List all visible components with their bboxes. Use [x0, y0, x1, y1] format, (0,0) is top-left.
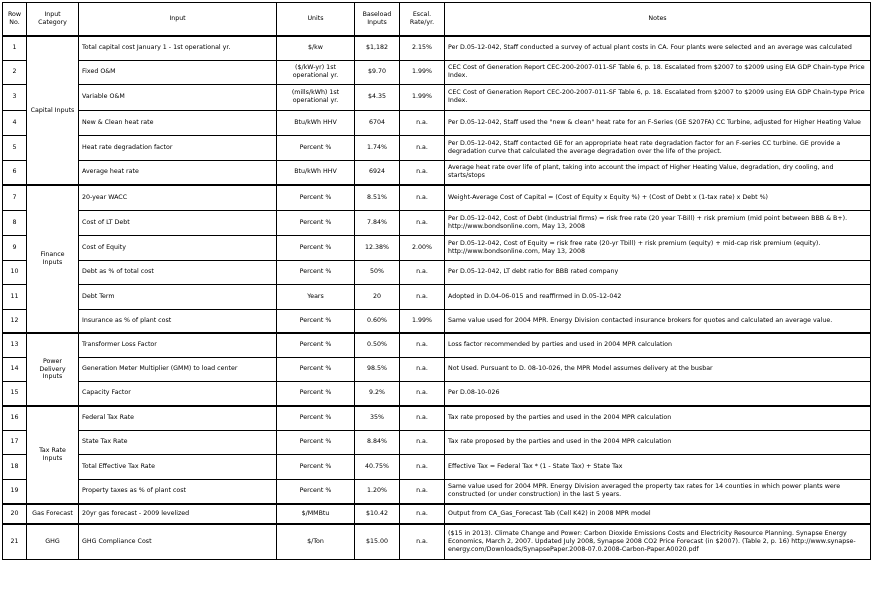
table-row: [3, 406, 871, 430]
table-row: [3, 504, 871, 524]
baseload-value: 6704: [355, 110, 400, 135]
row-number: 19: [3, 479, 27, 504]
input-name: Insurance as % of plant cost: [79, 309, 277, 333]
units-cell: Btu/kWh HHV: [277, 160, 355, 185]
input-name: Capacity Factor: [79, 381, 277, 406]
input-name: 20yr gas forecast - 2009 levelized: [79, 504, 277, 524]
category-gas: Gas Forecast: [27, 504, 79, 524]
escal-rate: n.a.: [400, 381, 445, 406]
units-cell: Percent %: [277, 333, 355, 357]
units-cell: Percent %: [277, 430, 355, 454]
escal-rate: 2.00%: [400, 235, 445, 260]
table-row: [3, 135, 871, 160]
units-cell: $/kw: [277, 36, 355, 60]
baseload-value: $10.42: [355, 504, 400, 524]
category-tax: Tax Rate Inputs: [27, 406, 79, 504]
table-row: [3, 309, 871, 333]
escal-rate: n.a.: [400, 454, 445, 479]
row-number: 8: [3, 210, 27, 235]
baseload-value: 7.84%: [355, 210, 400, 235]
input-name: Total capital cost January 1 - 1st operational yr.: [79, 36, 277, 60]
units-cell: Percent %: [277, 406, 355, 430]
input-name: Variable O&M: [79, 84, 277, 110]
units-cell: Years: [277, 284, 355, 309]
units-cell: Percent %: [277, 381, 355, 406]
units-cell: Percent %: [277, 260, 355, 284]
input-name: Federal Tax Rate: [79, 406, 277, 430]
header-row: [3, 3, 871, 37]
units-cell: Percent %: [277, 357, 355, 381]
table-row: [3, 60, 871, 84]
notes-cell: Weight-Average Cost of Capital = (Cost of Equity x Equity %) + (Cost of Debt x (1-tax rate) x Debt %): [445, 185, 871, 210]
input-name: State Tax Rate: [79, 430, 277, 454]
input-name: 20-year WACC: [79, 185, 277, 210]
escal-rate: n.a.: [400, 160, 445, 185]
table-row: [3, 479, 871, 504]
escal-rate: n.a.: [400, 479, 445, 504]
notes-cell: CEC Cost of Generation Report CEC-200-2007-011-SF Table 6, p. 18. Escalated from $2007 to $2009 using EIA GDP Chain-type Price Index.: [445, 60, 871, 84]
escal-rate: n.a.: [400, 210, 445, 235]
escal-rate: n.a.: [400, 524, 445, 559]
category-ghg: GHG: [27, 524, 79, 559]
input-name: Average heat rate: [79, 160, 277, 185]
input-name: Total Effective Tax Rate: [79, 454, 277, 479]
baseload-value: 6924: [355, 160, 400, 185]
baseload-value: 20: [355, 284, 400, 309]
row-number: 16: [3, 406, 27, 430]
notes-cell: Per D.05-12-042, Cost of Equity = risk free rate (20-yr Tbill) + risk premium (equity) + mid-cap risk premium (equity). http://www.bondsonline.com, May 13, 2008: [445, 235, 871, 260]
baseload-value: 1.74%: [355, 135, 400, 160]
row-number: 12: [3, 309, 27, 333]
table-row: [3, 160, 871, 185]
baseload-value: 8.51%: [355, 185, 400, 210]
table-row: [3, 333, 871, 357]
escal-rate: n.a.: [400, 357, 445, 381]
units-cell: ($/kW-yr) 1st operational yr.: [277, 60, 355, 84]
notes-cell: Per D.05-12-042, Staff contacted GE for an appropriate heat rate degradation factor for an F-series CC turbine. GE provide a degradation curve that calculated the average degradation over the life of the project.: [445, 135, 871, 160]
notes-cell: Per D.08-10-026: [445, 381, 871, 406]
row-number: 21: [3, 524, 27, 559]
header-baseload: Baseload Inputs: [355, 3, 400, 37]
input-name: Debt as % of total cost: [79, 260, 277, 284]
units-cell: $/Ton: [277, 524, 355, 559]
notes-cell: CEC Cost of Generation Report CEC-200-2007-011-SF Table 6, p. 18. Escalated from $2007 to $2009 using EIA GDP Chain-type Price Index.: [445, 84, 871, 110]
table-row: [3, 381, 871, 406]
baseload-value: 0.60%: [355, 309, 400, 333]
escal-rate: n.a.: [400, 110, 445, 135]
table-row: [3, 430, 871, 454]
header-notes: Notes: [445, 3, 871, 37]
row-number: 2: [3, 60, 27, 84]
input-name: Heat rate degradation factor: [79, 135, 277, 160]
notes-cell: Loss factor recommended by parties and used in 2004 MPR calculation: [445, 333, 871, 357]
baseload-value: 98.5%: [355, 357, 400, 381]
row-number: 1: [3, 36, 27, 60]
baseload-value: 12.38%: [355, 235, 400, 260]
notes-cell: Tax rate proposed by the parties and used in the 2004 MPR calculation: [445, 406, 871, 430]
header-row-no: Row No.: [3, 3, 27, 37]
table-row: [3, 84, 871, 110]
input-name: GHG Compliance Cost: [79, 524, 277, 559]
units-cell: Percent %: [277, 454, 355, 479]
units-cell: Percent %: [277, 210, 355, 235]
input-name: Property taxes as % of plant cost: [79, 479, 277, 504]
notes-cell: Per D.05-12-042, Staff used the "new & clean" heat rate for an F-Series (GE S207FA) CC Turbine, adjusted for Higher Heating Value: [445, 110, 871, 135]
notes-cell: Tax rate proposed by the parties and used in the 2004 MPR calculation: [445, 430, 871, 454]
baseload-value: $1,182: [355, 36, 400, 60]
escal-rate: 2.15%: [400, 36, 445, 60]
row-number: 10: [3, 260, 27, 284]
units-cell: Percent %: [277, 185, 355, 210]
row-number: 15: [3, 381, 27, 406]
row-number: 3: [3, 84, 27, 110]
table-row: [3, 524, 871, 559]
input-name: Debt Term: [79, 284, 277, 309]
input-name: Transformer Loss Factor: [79, 333, 277, 357]
escal-rate: 1.99%: [400, 60, 445, 84]
units-cell: Percent %: [277, 479, 355, 504]
header-input: Input: [79, 3, 277, 37]
baseload-value: $4.35: [355, 84, 400, 110]
units-cell: $/MMBtu: [277, 504, 355, 524]
notes-cell: Adopted in D.04-06-015 and reaffirmed in D.05-12-042: [445, 284, 871, 309]
units-cell: Percent %: [277, 135, 355, 160]
row-number: 11: [3, 284, 27, 309]
units-cell: Percent %: [277, 309, 355, 333]
category-capital: Capital Inputs: [27, 36, 79, 185]
table-row: [3, 185, 871, 210]
escal-rate: 1.99%: [400, 84, 445, 110]
row-number: 6: [3, 160, 27, 185]
notes-cell: Per D.05-12-042, Staff conducted a survey of actual plant costs in CA. Four plants were selected and an average was calculated: [445, 36, 871, 60]
baseload-value: 8.84%: [355, 430, 400, 454]
escal-rate: 1.99%: [400, 309, 445, 333]
escal-rate: n.a.: [400, 185, 445, 210]
input-name: Generation Meter Multiplier (GMM) to load center: [79, 357, 277, 381]
row-number: 7: [3, 185, 27, 210]
header-escal: Escal. Rate/yr.: [400, 3, 445, 37]
escal-rate: n.a.: [400, 406, 445, 430]
notes-cell: ($15 in 2013). Climate Change and Power: Carbon Dioxide Emissions Costs and Electricity Resource Planning. Synapse Energy Economics, March 2, 2007. Updated July 2008, Synapse 2008 CO2 Price Forecast (in $2007). (Table 2, p. 16) http://www.synapse-energy.com/Downloads/SynapsePaper.2008-07.0.2008-Carbon-Paper.A0020.pdf: [445, 524, 871, 559]
row-number: 17: [3, 430, 27, 454]
notes-cell: Effective Tax = Federal Tax * (1 - State Tax) + State Tax: [445, 454, 871, 479]
row-number: 14: [3, 357, 27, 381]
category-finance: Finance Inputs: [27, 185, 79, 333]
units-cell: (mills/kWh) 1st operational yr.: [277, 84, 355, 110]
notes-cell: Per D.05-12-042, Cost of Debt (Industrial firms) = risk free rate (20 year T-Bill) + risk premium (mid point between BBB & B+). http://www.bondsonline.com, May 13, 2008: [445, 210, 871, 235]
input-name: Cost of LT Debt: [79, 210, 277, 235]
header-units: Units: [277, 3, 355, 37]
row-number: 20: [3, 504, 27, 524]
escal-rate: n.a.: [400, 260, 445, 284]
baseload-value: 40.75%: [355, 454, 400, 479]
row-number: 13: [3, 333, 27, 357]
table-row: [3, 284, 871, 309]
escal-rate: n.a.: [400, 504, 445, 524]
baseload-value: 0.50%: [355, 333, 400, 357]
notes-cell: Per D.05-12-042, LT debt ratio for BBB rated company: [445, 260, 871, 284]
baseload-value: 1.20%: [355, 479, 400, 504]
table-row: [3, 454, 871, 479]
table-row: [3, 36, 871, 60]
escal-rate: n.a.: [400, 430, 445, 454]
input-name: Fixed O&M: [79, 60, 277, 84]
notes-cell: Same value used for 2004 MPR. Energy Division averaged the property tax rates for 14 counties in which power plants were constructed (or under construction) in the last 5 years.: [445, 479, 871, 504]
category-power: Power Delivery Inputs: [27, 333, 79, 406]
escal-rate: n.a.: [400, 333, 445, 357]
baseload-value: $15.00: [355, 524, 400, 559]
units-cell: Btu/kWh HHV: [277, 110, 355, 135]
baseload-value: 50%: [355, 260, 400, 284]
notes-cell: Not Used. Pursuant to D. 08-10-026, the MPR Model assumes delivery at the busbar: [445, 357, 871, 381]
input-name: Cost of Equity: [79, 235, 277, 260]
row-number: 9: [3, 235, 27, 260]
table-row: [3, 210, 871, 235]
escal-rate: n.a.: [400, 135, 445, 160]
baseload-value: 35%: [355, 406, 400, 430]
escal-rate: n.a.: [400, 284, 445, 309]
notes-cell: Average heat rate over life of plant, taking into account the impact of Higher Heating Value, degradation, dry cooling, and starts/stops: [445, 160, 871, 185]
row-number: 5: [3, 135, 27, 160]
mpr-inputs-table: [2, 2, 871, 560]
units-cell: Percent %: [277, 235, 355, 260]
baseload-value: 9.2%: [355, 381, 400, 406]
notes-cell: Same value used for 2004 MPR. Energy Division contacted insurance brokers for quotes and calculated an average value.: [445, 309, 871, 333]
table-row: [3, 110, 871, 135]
table-row: [3, 260, 871, 284]
table-row: [3, 357, 871, 381]
row-number: 18: [3, 454, 27, 479]
input-name: New & Clean heat rate: [79, 110, 277, 135]
notes-cell: Output from CA_Gas_Forecast Tab (Cell K42) in 2008 MPR model: [445, 504, 871, 524]
row-number: 4: [3, 110, 27, 135]
table-row: [3, 235, 871, 260]
baseload-value: $9.70: [355, 60, 400, 84]
header-category: Input Category: [27, 3, 79, 37]
